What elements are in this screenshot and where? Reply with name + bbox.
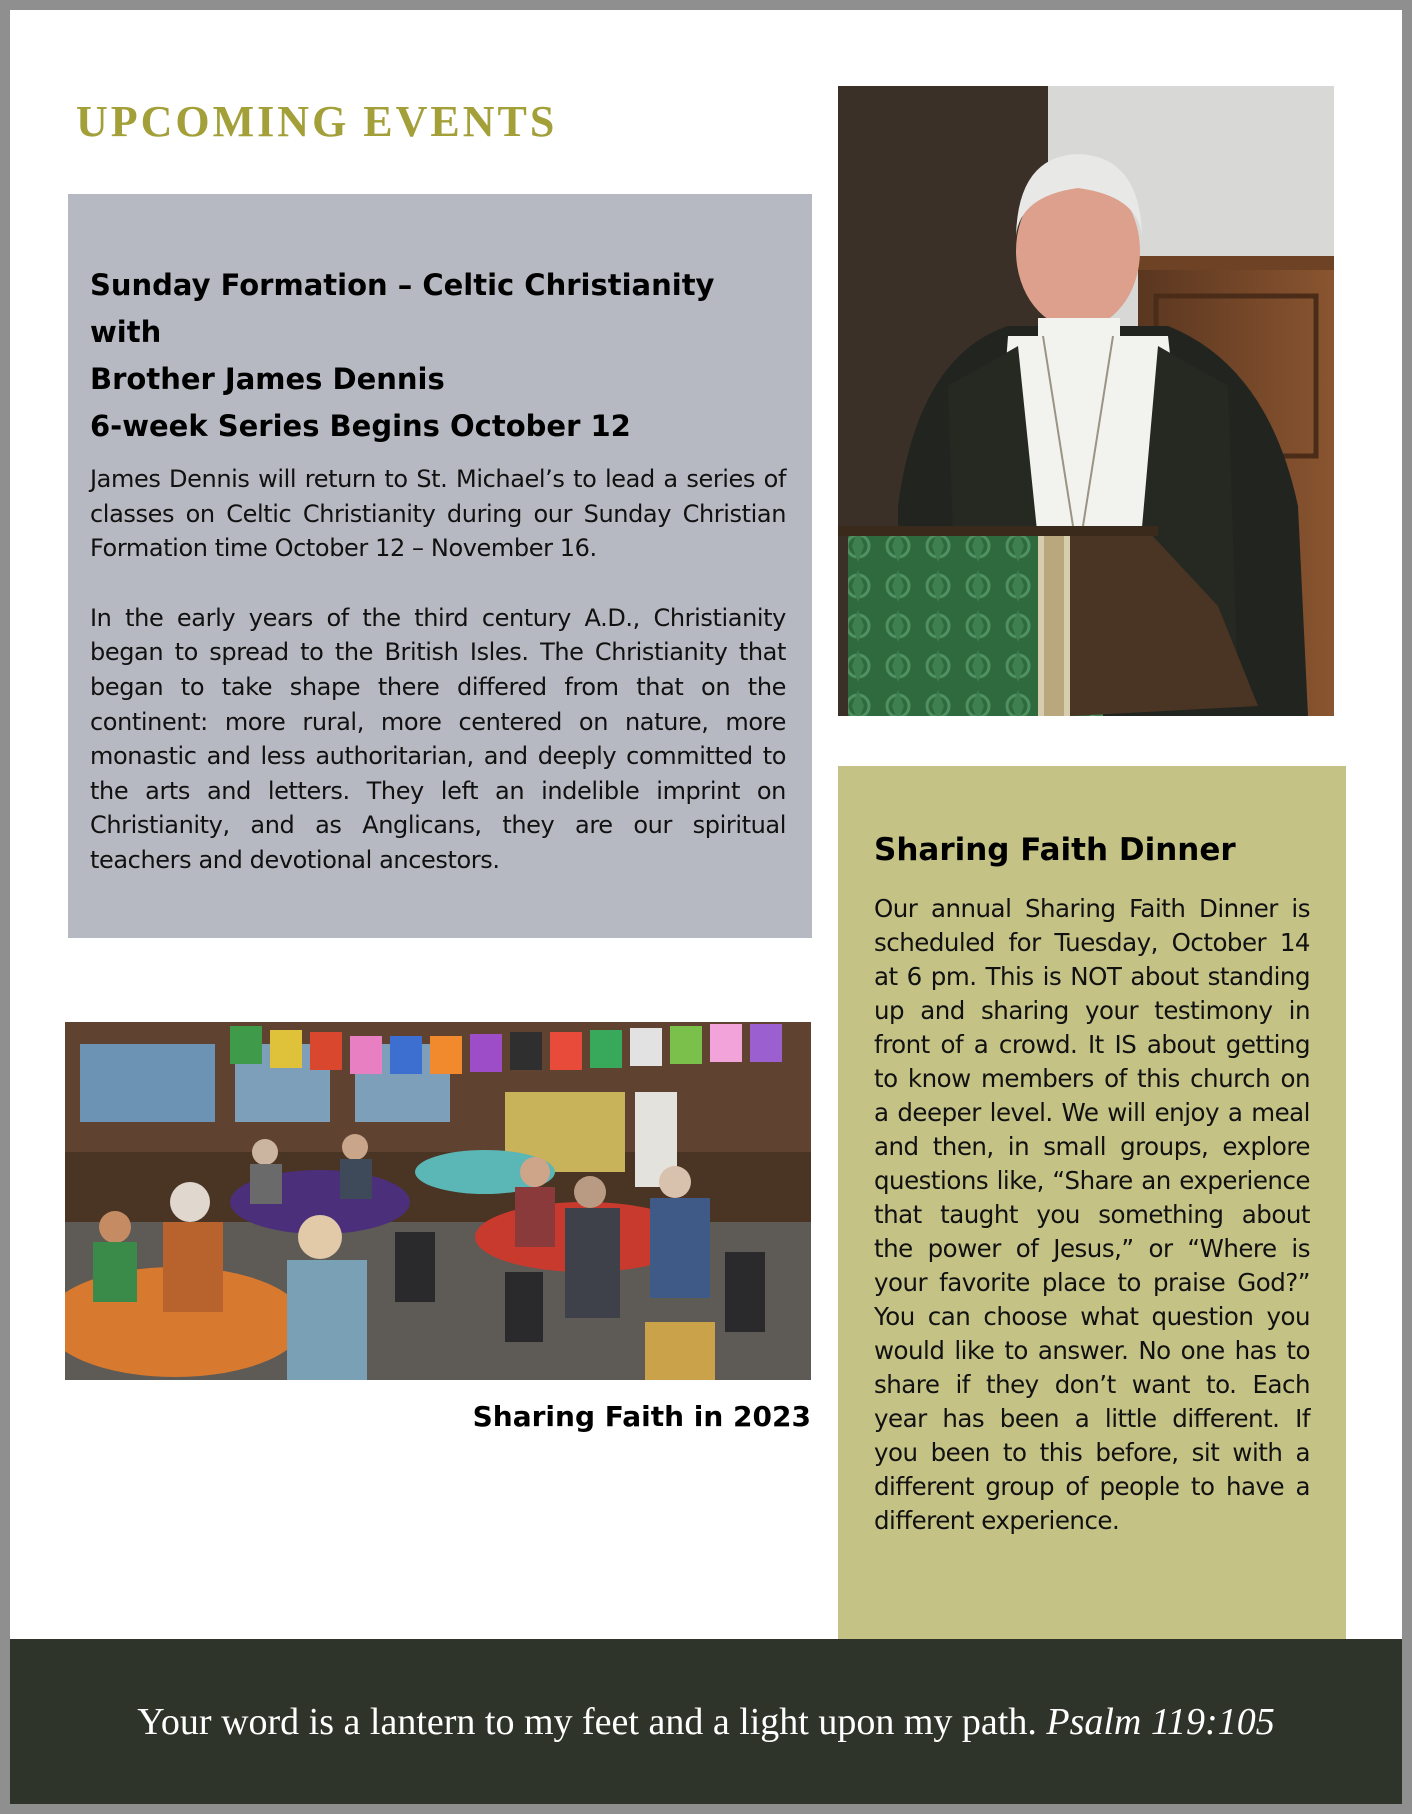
section-heading: UPCOMING EVENTS	[76, 97, 558, 146]
sharing-faith-dinner-box	[838, 766, 1346, 1654]
formation-title-line3: 6-week Series Begins October 12	[90, 409, 631, 443]
photo-caption: Sharing Faith in 2023	[472, 1400, 811, 1433]
brother-james-photo	[838, 86, 1334, 716]
dinner-body-text: Our annual Sharing Faith Dinner is scheduled for Tuesday, October 14 at 6 pm. This is NOT about standing up and sharing your testimony in front of a crowd. It IS about getting to know members of this church on a deeper level. We will enjoy a meal and then, in small groups, explore questions like, “Share an experience that taught you something about the power of Jesus,” or “Where is your favorite place to praise God?” You can choose what question you would like to answer. No one has to share if they don’t want to. Each year has been a little different. If you been to this before, sit with a different group of people to have a different experience.	[874, 894, 1310, 1535]
scripture-quote-text: Your word is a lantern to my feet and a light upon my path.	[137, 1700, 1037, 1743]
sharing-faith-dinner-photo	[65, 1022, 811, 1380]
newsletter-page	[10, 10, 1402, 1804]
dinner-photo-art	[65, 1022, 811, 1380]
formation-title-line1: Sunday Formation – Celtic Christianity with	[90, 268, 715, 349]
scripture-reference: Psalm 119:105	[1046, 1700, 1275, 1743]
formation-paragraph-2: In the early years of the third century A.D., Christianity began to spread to the British Isles. The Christianity that began to take shape there differed from that on the continent: more rural, more centered on nature, more monastic and less authoritarian, and deeply committed to the arts and letters. They left an indelible imprint on Christianity, and as Anglicans, they are our spiritual teachers and devotional ancestors.	[90, 603, 786, 874]
formation-paragraph-1: James Dennis will return to St. Michael’s to lead a series of classes on Celtic Christianity during our Sunday Christian Formation time October 12 – November 16.	[90, 465, 786, 563]
formation-event-box	[68, 194, 812, 938]
brother-james-photo-art	[838, 86, 1334, 716]
footer-band	[10, 1639, 1402, 1804]
formation-title-line2: Brother James Dennis	[90, 362, 445, 396]
dinner-title: Sharing Faith Dinner	[874, 832, 1236, 868]
scripture-quote	[137, 1700, 1274, 1744]
